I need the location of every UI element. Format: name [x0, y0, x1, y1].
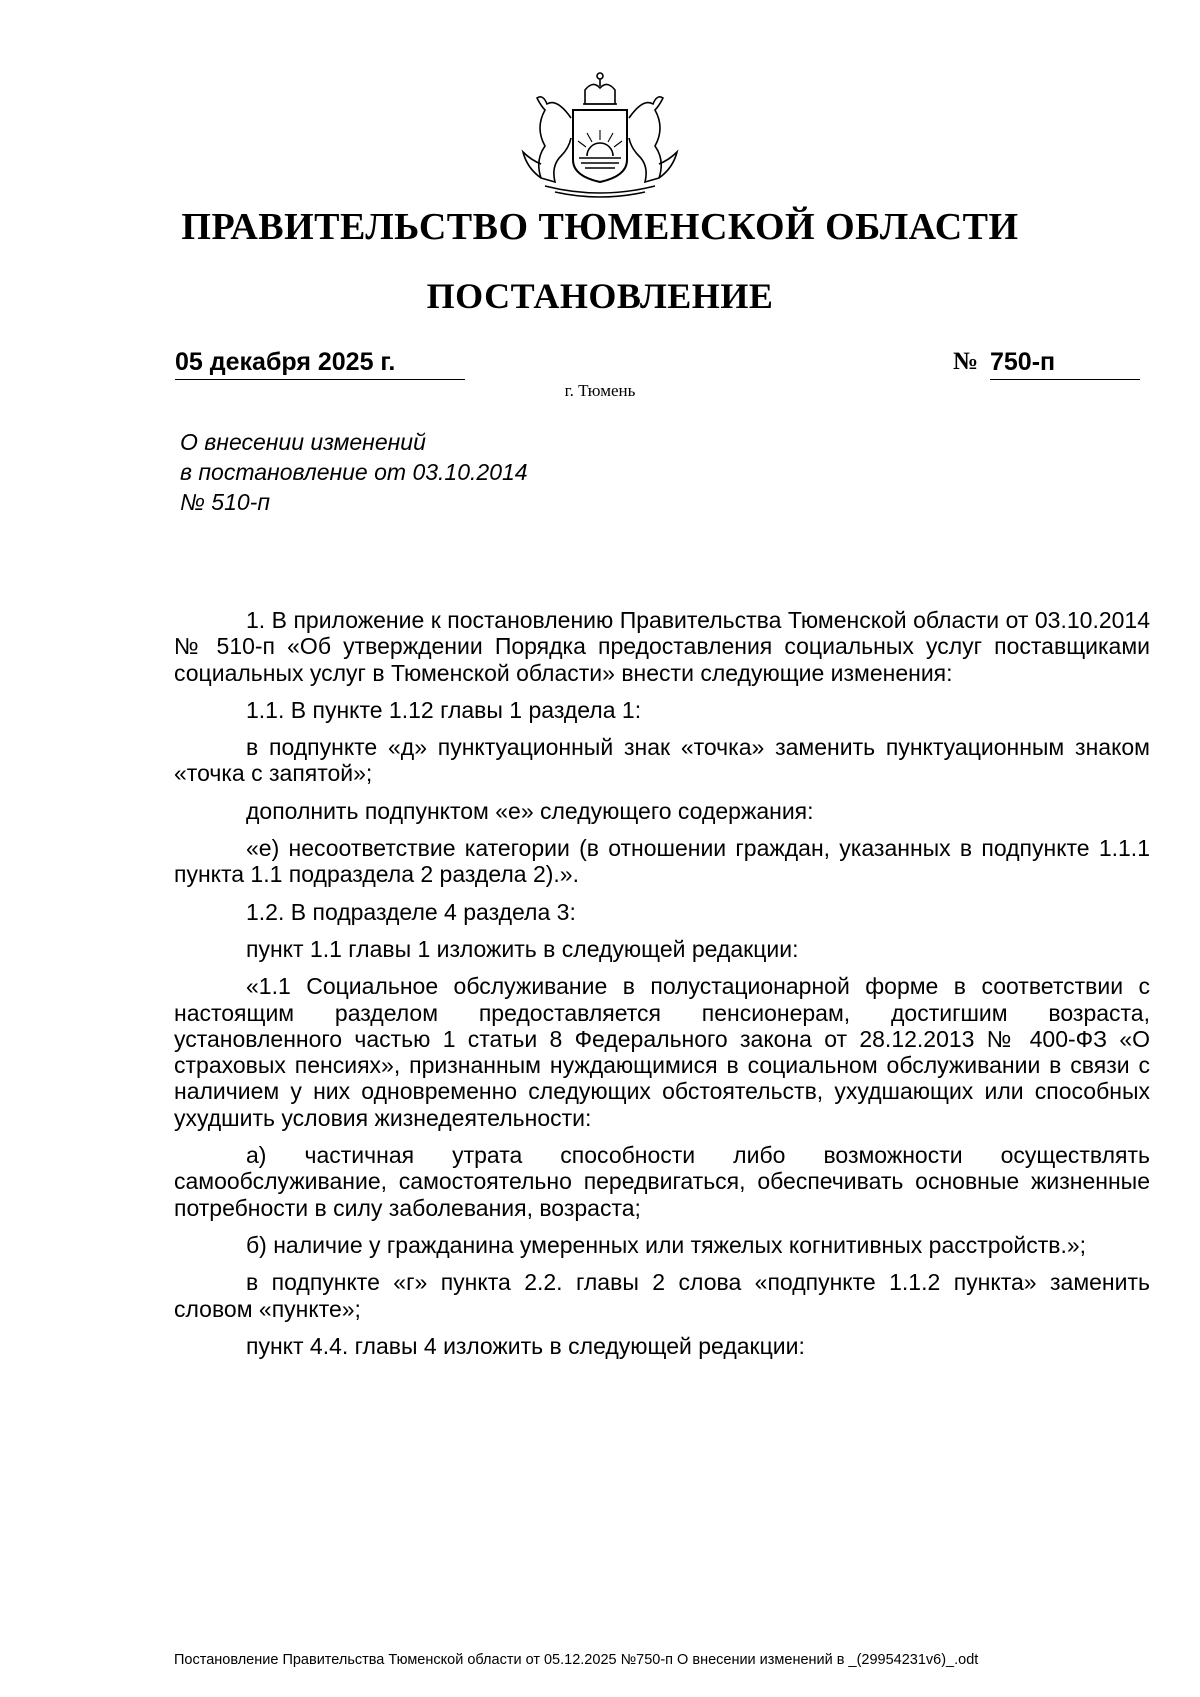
- body-paragraph: пункт 4.4. главы 4 изложить в следующей редакции:: [246, 1332, 805, 1359]
- number-sign: №: [953, 348, 979, 375]
- body-paragraph: «е) несоответствие категории (в отношении граждан, указанных в подпункте 1.1.1 пункта 1.1 подраздела 2 раздела 2).».: [174, 835, 1150, 888]
- document-body: [174, 607, 1150, 1359]
- page-footer: Постановление Правительства Тюменской области от 05.12.2025 №750-п О внесении изменений в _(29954231v6)_.odt: [174, 1652, 979, 1668]
- body-paragraph: а) частичная утрата способности либо возможности осуществлять самообслуживание, самостоятельно передвигаться, обеспечивать основные жизненные потребности в силу заболевания, возраста;: [174, 1142, 1150, 1221]
- document-number: 750-п: [990, 348, 1140, 380]
- subject-line: в постановление от 03.10.2014: [180, 459, 528, 485]
- organization-title: ПРАВИТЕЛЬСТВО ТЮМЕНСКОЙ ОБЛАСТИ: [181, 206, 1019, 248]
- body-paragraph: пункт 1.1 главы 1 изложить в следующей редакции:: [246, 935, 799, 962]
- document-city: г. Тюмень: [564, 381, 636, 400]
- body-paragraph: «1.1 Социальное обслуживание в полустационарной форме в соответствии с настоящим разделом предоставляется пенсионерам, достигшим возраста, установленного частью 1 статьи 8 Федерального закона от 28.12.2013 № 400-ФЗ «О страховых пенсиях», признанным нуждающимися в социальном обслуживании в связи с наличием у них одновременно следующих обстоятельств, ухудшающих или способных ухудшить условия жизнедеятельности:: [174, 973, 1150, 1131]
- coat-of-arms-icon: [515, 68, 685, 203]
- subject-line: № 510-п: [180, 489, 270, 515]
- body-paragraph: в подпункте «г» пункта 2.2. главы 2 слова «подпункте 1.1.2 пункта» заменить словом «пункте»;: [174, 1269, 1150, 1322]
- body-paragraph: 1.2. В подразделе 4 раздела 3:: [246, 898, 576, 925]
- document-type-heading: ПОСТАНОВЛЕНИЕ: [426, 276, 774, 316]
- subject-line: О внесении изменений: [180, 429, 426, 455]
- body-paragraph: 1.1. В пункте 1.12 главы 1 раздела 1:: [246, 696, 642, 723]
- body-paragraph: в подпункте «д» пунктуационный знак «точка» заменить пунктуационным знаком «точка с запятой»;: [174, 734, 1150, 787]
- document-subject: [180, 427, 528, 517]
- document-date: 05 декабря 2025 г.: [175, 348, 465, 380]
- body-paragraph: б) наличие у гражданина умеренных или тяжелых когнитивных расстройств.»;: [246, 1231, 1087, 1258]
- body-paragraph: 1. В приложение к постановлению Правительства Тюменской области от 03.10.2014 № 510-п «Об утверждении Порядка предоставления социальных услуг поставщиками социальных услуг в Тюменской области» внести следующие изменения:: [174, 607, 1150, 686]
- body-paragraph: дополнить подпунктом «е» следующего содержания:: [246, 797, 814, 824]
